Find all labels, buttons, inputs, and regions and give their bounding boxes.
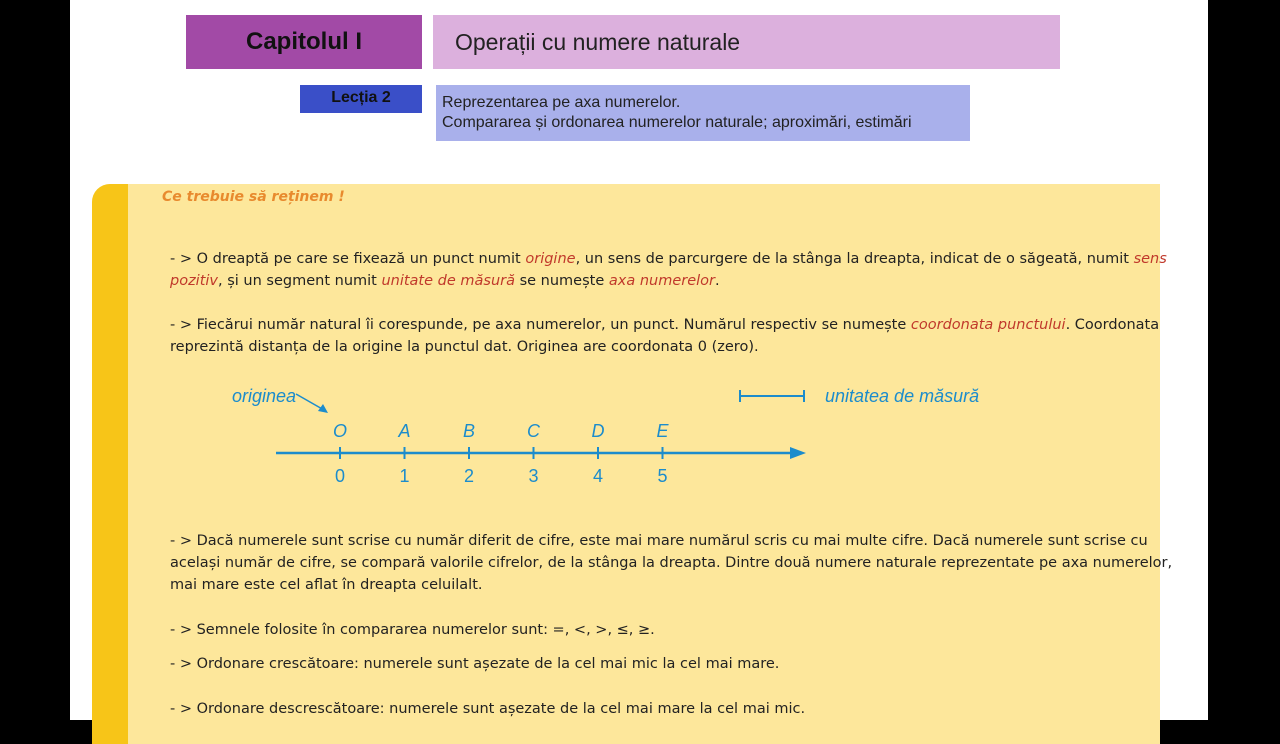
coordinate-label: 5 — [657, 466, 668, 486]
chapter-label: Capitolul I — [186, 15, 422, 69]
axis-arrow-head — [790, 447, 806, 459]
coordinate-label: 3 — [528, 466, 539, 486]
box-content — [128, 184, 1173, 744]
lesson-label: Lecția 2 — [300, 85, 422, 113]
paragraph-signs: - > Semnele folosite în compararea numerelor sunt: =, <, >, ≤, ≥. — [170, 622, 655, 638]
paragraph-coordinate: - > Fiecărui număr natural îi corespunde, pe axa numerelor, un punct. Numărul respectiv se numește coordonata punctului. Coordonata reprezintă distanța de la origine la punctul dat. Originea are coordonata 0 (zero). — [170, 317, 1160, 355]
paragraph-ascending: - > Ordonare crescătoare: numerele sunt așezate de la cel mai mic la cel mai mare. — [170, 656, 780, 672]
coordinate-label: 2 — [463, 466, 475, 486]
point-label: A — [398, 421, 411, 441]
chapter-title: Operații cu numere naturale — [433, 15, 1060, 69]
coordinate-label: 0 — [334, 466, 346, 486]
paragraph-descending: - > Ordonare descrescătoare: numerele sunt așezate de la cel mai mare la cel mai mic. — [170, 701, 806, 717]
coordinate-label: 4 — [592, 466, 604, 486]
lesson-title — [436, 85, 970, 141]
box-heading: Ce trebuie să reținem ! — [162, 189, 345, 205]
accent-bar — [92, 184, 128, 744]
point-label: E — [656, 421, 669, 441]
origin-arrow — [296, 394, 324, 410]
paragraph-axis-definition: - > O dreaptă pe care se fixează un punct numit origine, un sens de parcurgere de la stânga la dreapta, indicat de o săgeată, numit sens pozitiv, și un segment numit unitate de măsură se numește axa numerelor. — [170, 251, 1167, 289]
origin-arrow-head — [318, 404, 328, 413]
summary-box — [92, 184, 1173, 744]
lesson-title-line-1: Reprezentarea pe axa numerelor. — [442, 94, 681, 111]
number-axis-figure — [128, 374, 1028, 494]
point-label: C — [527, 421, 540, 441]
point-label: B — [462, 421, 476, 441]
lesson-title-line-2: Compararea și ordonarea numerelor naturale; aproximări, estimări — [442, 114, 912, 131]
origin-label: originea — [232, 386, 297, 406]
point-label: O — [332, 421, 348, 441]
point-label: D — [591, 421, 605, 441]
slide — [70, 0, 1208, 720]
unit-label: unitatea de măsură — [825, 386, 980, 406]
coordinate-label: 1 — [399, 466, 410, 486]
paragraph-comparison: - > Dacă numerele sunt scrise cu număr diferit de cifre, este mai mare numărul scris cu mai multe cifre. Dacă numerele sunt scrise cu același număr de cifre, se compară valorile cifrelor, de la stânga la dreapta. Dintre două numere naturale reprezentate pe axa numerelor, mai mare este cel aflat în dreapta celuilalt. — [170, 533, 1173, 593]
